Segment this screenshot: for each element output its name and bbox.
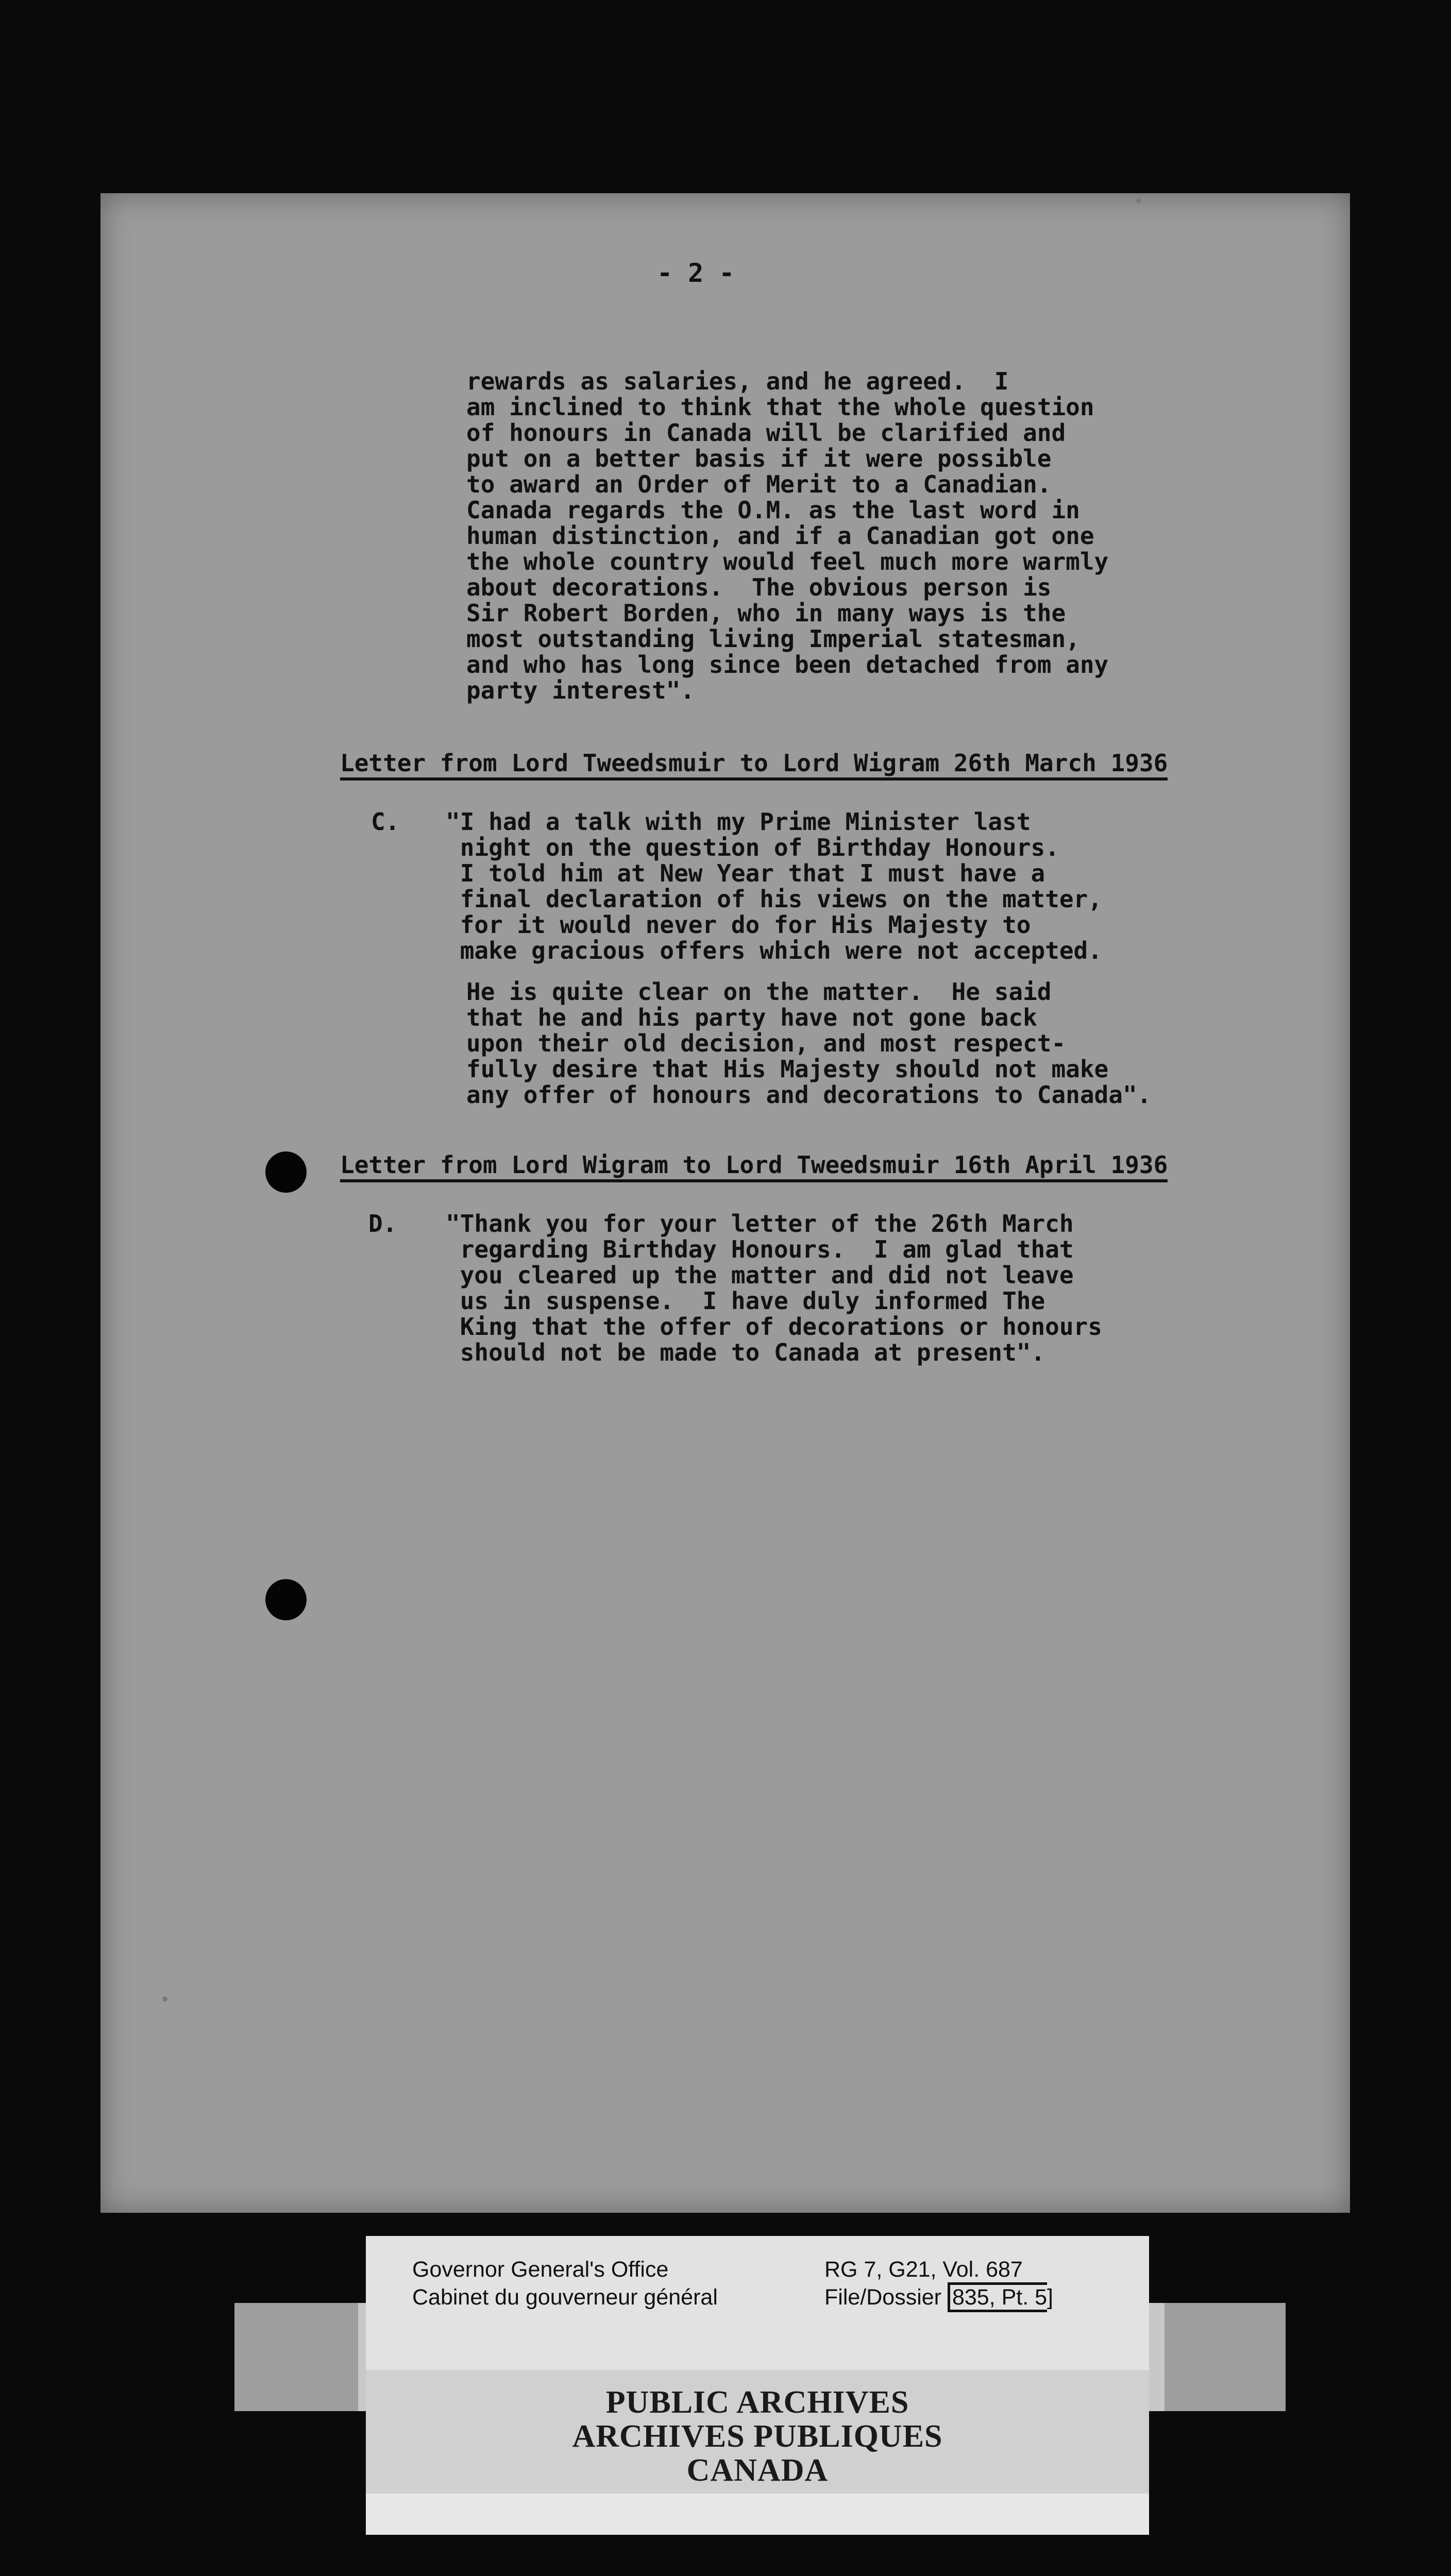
paragraph-continuation: rewards as salaries, and he agreed. I am inclined to think that the whole question of honours in Canada will be clarified and put on a better basis if it were possible to award an Order of Merit to a Canadian. Canada regards the O.M. as the last word in human distinction, and if a Canadian got one the whole country would feel much more warmly about decorations. The obvious person is Sir Robert Borden, who in many ways is the most outstanding living Imperial statesman, and who has long since been detached from any party interest". [466, 367, 1109, 704]
office-name-french: Cabinet du gouverneur général [412, 2285, 718, 2310]
punch-hole [265, 1579, 307, 1620]
file-reference: File/Dossier 835, Pt. 5] [824, 2283, 1053, 2311]
label-footer-strip [366, 2494, 1149, 2535]
paragraph-d: "Thank you for your letter of the 26th March regarding Birthday Honours. I am glad that you cleared up the matter and did not leave us in suspense. I have duly informed The King that the offer of decorations or honours should not be made to Canada at present". [446, 1210, 1102, 1366]
section-marker-c: C. [371, 808, 400, 836]
file-number: 835, Pt. 5 [948, 2282, 1047, 2312]
archive-stamp-line-1: PUBLIC ARCHIVES [605, 2385, 909, 2420]
label-backing-left [234, 2303, 358, 2411]
section-heading-d: Letter from Lord Wigram to Lord Tweedsmuir 16th April 1936 [340, 1151, 1168, 1182]
page-number: - 2 - [657, 258, 735, 288]
document-page [100, 193, 1350, 2213]
office-name-english: Governor General's Office [412, 2257, 669, 2282]
label-backing-right [1165, 2303, 1286, 2411]
paragraph-c-second: He is quite clear on the matter. He said that he and his party have not gone back upon their old decision, and most respect- fully desire that His Majesty should not make any offer of honours and decorations to Canada". [466, 978, 1152, 1109]
paragraph-c-first: "I had a talk with my Prime Minister last night on the question of Birthday Honours. I told him at New Year that I must have a final declaration of his views on the matter, for it would never do for His Majesty to make gracious offers which were not accepted. [446, 808, 1102, 964]
archive-stamp-line-2: ARCHIVES PUBLIQUES [572, 2419, 943, 2454]
file-prefix: File/Dossier [824, 2285, 948, 2310]
section-marker-d: D. [368, 1210, 397, 1238]
dust-speck [1136, 198, 1141, 204]
dust-speck [162, 1996, 167, 2002]
record-group-reference: RG 7, G21, Vol. 687 [824, 2257, 1023, 2282]
section-heading-c: Letter from Lord Tweedsmuir to Lord Wigram 26th March 1936 [340, 750, 1168, 781]
archive-stamp-line-3: CANADA [686, 2453, 829, 2488]
punch-hole [265, 1151, 307, 1193]
